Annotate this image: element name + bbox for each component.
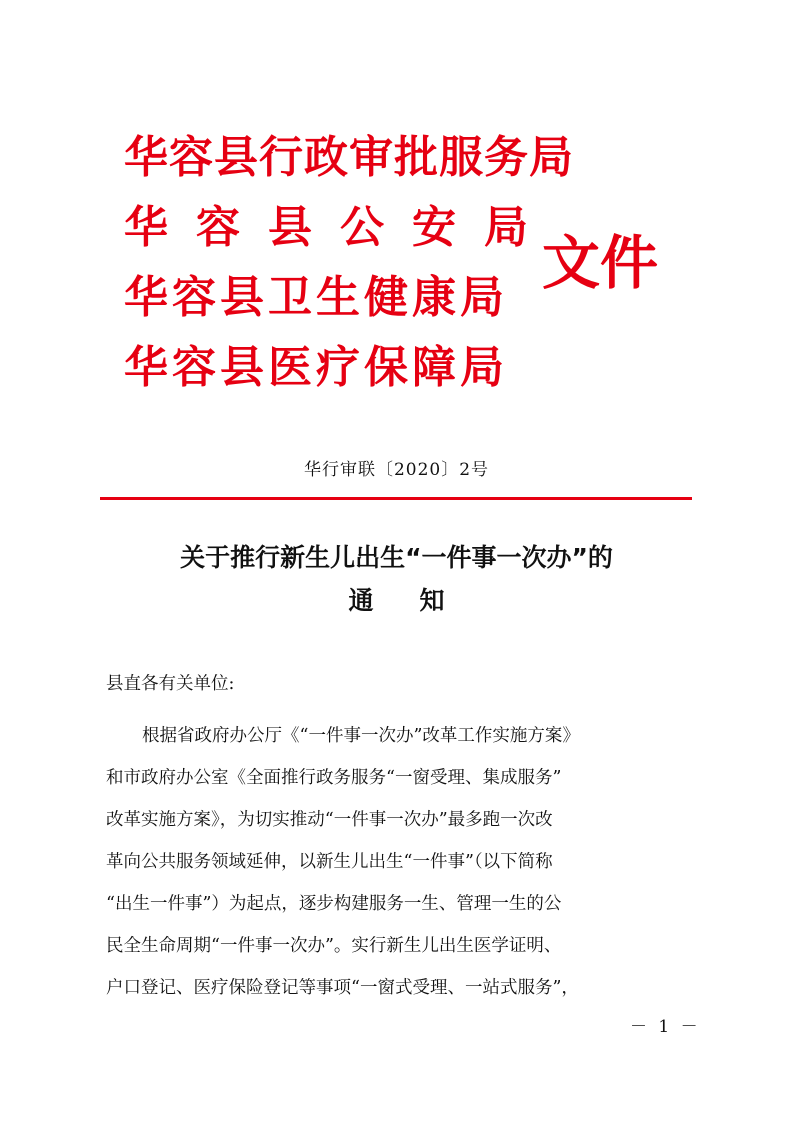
red-divider-line bbox=[100, 497, 692, 500]
document-title-line-2: 通知 bbox=[348, 586, 491, 615]
body-line: 和市政府办公室《全面推行政务服务“一窗受理、集成服务” bbox=[106, 768, 562, 788]
body-line: 民全生命周期“一件事一次办”。实行新生儿出生医学证明、 bbox=[106, 936, 562, 956]
page-number: － 1 － bbox=[630, 1017, 701, 1037]
body-paragraph bbox=[106, 715, 696, 1009]
body-line: 改革实施方案》，为切实推动“一件事一次办”最多跑一次改 bbox=[106, 810, 553, 830]
body-line: 根据省政府办公厅《“一件事一次办”改革工作实施方案》 bbox=[142, 726, 580, 746]
org-name-health: 华容县卫生健康局 bbox=[124, 272, 508, 323]
org-name-medical-insurance: 华容县医疗保障局 bbox=[124, 342, 508, 393]
body-line: “出生一件事”）为起点，逐步构建服务一生、管理一生的公 bbox=[106, 894, 562, 914]
salutation: 县直各有关单位: bbox=[106, 674, 235, 694]
document-title-line-1: 关于推行新生儿出生“一件事一次办”的 bbox=[180, 543, 613, 572]
doc-type-label: 文件 bbox=[542, 229, 659, 297]
body-line: 革向公共服务领域延伸，以新生儿出生“一件事”（以下简称 bbox=[106, 852, 553, 872]
body-line: 户口登记、医疗保险登记等事项“一窗式受理、一站式服务”， bbox=[106, 978, 579, 998]
document-number: 华行审联〔2020〕2号 bbox=[303, 460, 490, 480]
org-name-public-security: 华容县公安局 bbox=[124, 202, 556, 253]
org-name-administrative-approval: 华容县行政审批服务局 bbox=[124, 132, 574, 183]
red-letter-header bbox=[124, 128, 684, 408]
